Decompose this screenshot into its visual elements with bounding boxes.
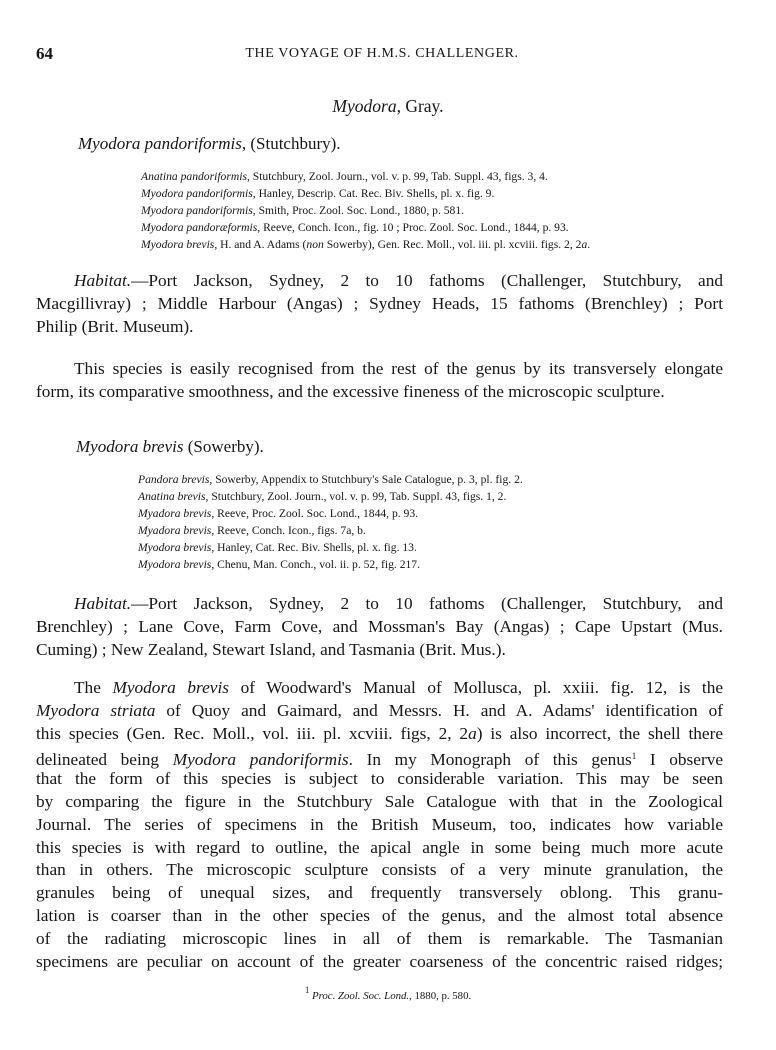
synonym-entry: Myodora brevis, Chenu, Man. Conch., vol. ii. p. 52, fig. 217. — [138, 558, 420, 571]
synonym-entry: Pandora brevis, Sowerby, Appendix to Stutchbury's Sale Catalogue, p. 3, pl. fig. 2. — [138, 473, 523, 486]
text-line: than in others. The microscopic sculpture consists of a very minute granulation, the — [36, 860, 723, 880]
synonym-entry: Myodora pandoræformis, Reeve, Conch. Icon., fig. 10 ; Proc. Zool. Soc. Lond., 1844, p. 93. — [141, 221, 569, 234]
text-line: Macgillivray) ; Middle Harbour (Angas) ; Sydney Heads, 15 fathoms (Brenchley) ; Port — [36, 294, 723, 313]
text-line: This species is easily recognised from the rest of the genus by its transversely elongate — [74, 359, 723, 378]
synonymy-list-pandoriformis — [141, 168, 590, 253]
synonym-entry: Myodora pandoriformis, Hanley, Descrip. Cat. Rec. Biv. Shells, pl. x. fig. 9. — [141, 187, 495, 200]
text-line: delineated being Myodora pandoriformis. In my Monograph of this genus$^1$ I observe — [36, 750, 724, 770]
text-line: Philip (Brit. Museum). — [36, 317, 194, 336]
footnote — [0, 985, 776, 1002]
synonym-entry: Myodora brevis, H. and A. Adams (non Sowerby), Gen. Rec. Moll., vol. iii. pl. xcviii. figs. 2, 2a. — [141, 238, 591, 251]
species-authority: (Sowerby). — [183, 437, 264, 456]
page-header — [36, 44, 728, 64]
text-line: Cuming) ; New Zealand, Stewart Island, and Tasmania (Brit. Mus.). — [36, 640, 506, 659]
species-heading-pandoriformis — [78, 134, 341, 154]
text-line: this species (Gen. Rec. Moll., vol. iii. pl. xcviii. figs, 2, 2a) is also incorrect, the shell there — [36, 723, 723, 743]
text-line: of the radiating microscopic lines in all of them is remarkable. The Tasmanian — [36, 928, 723, 948]
species-name: Myodora pandoriformis — [78, 134, 242, 153]
synonym-entry: Anatina brevis, Stutchbury, Zool. Journ., vol. v. p. 99, Tab. Suppl. 43, figs. 1, 2. — [138, 490, 507, 503]
text-line: Brenchley) ; Lane Cove, Farm Cove, and Mossman's Bay (Angas) ; Cape Upstart (Mus. — [36, 617, 723, 636]
species-name: Myodora brevis — [76, 437, 184, 456]
species-heading-brevis — [76, 437, 264, 457]
synonym-entry: Myodora brevis, Hanley, Cat. Rec. Biv. Shells, pl. x. fig. 13. — [138, 541, 417, 554]
genus-authority: , Gray. — [396, 96, 444, 116]
habitat-paragraph-pandoriformis — [36, 269, 723, 338]
text-line: by comparing the figure in the Stutchbury Sale Catalogue with that in the Zoological — [36, 791, 723, 811]
text-line: lation is coarser than in the other species of the genus, and the almost total absence — [36, 905, 723, 925]
genus-heading — [0, 96, 776, 117]
text-line: granules being of unequal sizes, and frequently transversely oblong. This granu- — [36, 883, 723, 903]
footnote-marker: 1 — [631, 751, 637, 762]
text-line: specimens are peculiar on account of the greater coarseness of the concentric raised ridges; — [36, 951, 723, 971]
running-title: THE VOYAGE OF H.M.S. CHALLENGER. — [245, 46, 519, 61]
genus-name: Myodora — [332, 96, 397, 116]
text-line: Habitat.—Port Jackson, Sydney, 2 to 10 fathoms (Challenger, Stutchbury, and — [74, 271, 723, 290]
synonym-entry: Myodora pandoriformis, Smith, Proc. Zool. Soc. Lond., 1880, p. 581. — [141, 204, 465, 217]
text-line: Journal. The series of specimens in the British Museum, too, indicates how variable — [36, 814, 723, 834]
footnote-number: 1 — [304, 985, 310, 995]
text-line: form, its comparative smoothness, and the excessive fineness of the microscopic sculpture. — [36, 382, 665, 401]
remark-paragraph-pandoriformis — [36, 357, 723, 403]
text-line: Myodora striata of Quoy and Gaimard, and Messrs. H. and A. Adams' identification of — [36, 700, 723, 720]
synonym-entry: Myadora brevis, Reeve, Conch. Icon., figs. 7a, b. — [138, 524, 366, 537]
text-line: Habitat.—Port Jackson, Sydney, 2 to 10 fathoms (Challenger, Stutchbury, and — [74, 594, 723, 613]
discussion-paragraph — [36, 677, 723, 973]
footnote-journal: Proc. Zool. Soc. Lond. — [309, 990, 410, 1002]
species-authority: , (Stutchbury). — [241, 134, 341, 153]
text-line: this species is with regard to outline, the apical angle in some being much more acute — [36, 837, 723, 857]
footnote-ref: , 1880, p. 580. — [409, 990, 472, 1002]
synonym-entry: Myadora brevis, Reeve, Proc. Zool. Soc. Lond., 1844, p. 93. — [138, 507, 419, 520]
synonymy-list-brevis — [138, 471, 523, 573]
text-line: that the form of this species is subject to considerable variation. This may be seen — [36, 769, 723, 789]
synonym-entry: Anatina pandoriformis, Stutchbury, Zool. Journ., vol. v. p. 99, Tab. Suppl. 43, figs. 3, 4. — [141, 170, 548, 183]
text-line: The Myodora brevis of Woodward's Manual of Mollusca, pl. xxiii. fig. 12, is the — [74, 678, 724, 697]
habitat-paragraph-brevis — [36, 592, 723, 661]
page-number: 64 — [36, 44, 53, 63]
